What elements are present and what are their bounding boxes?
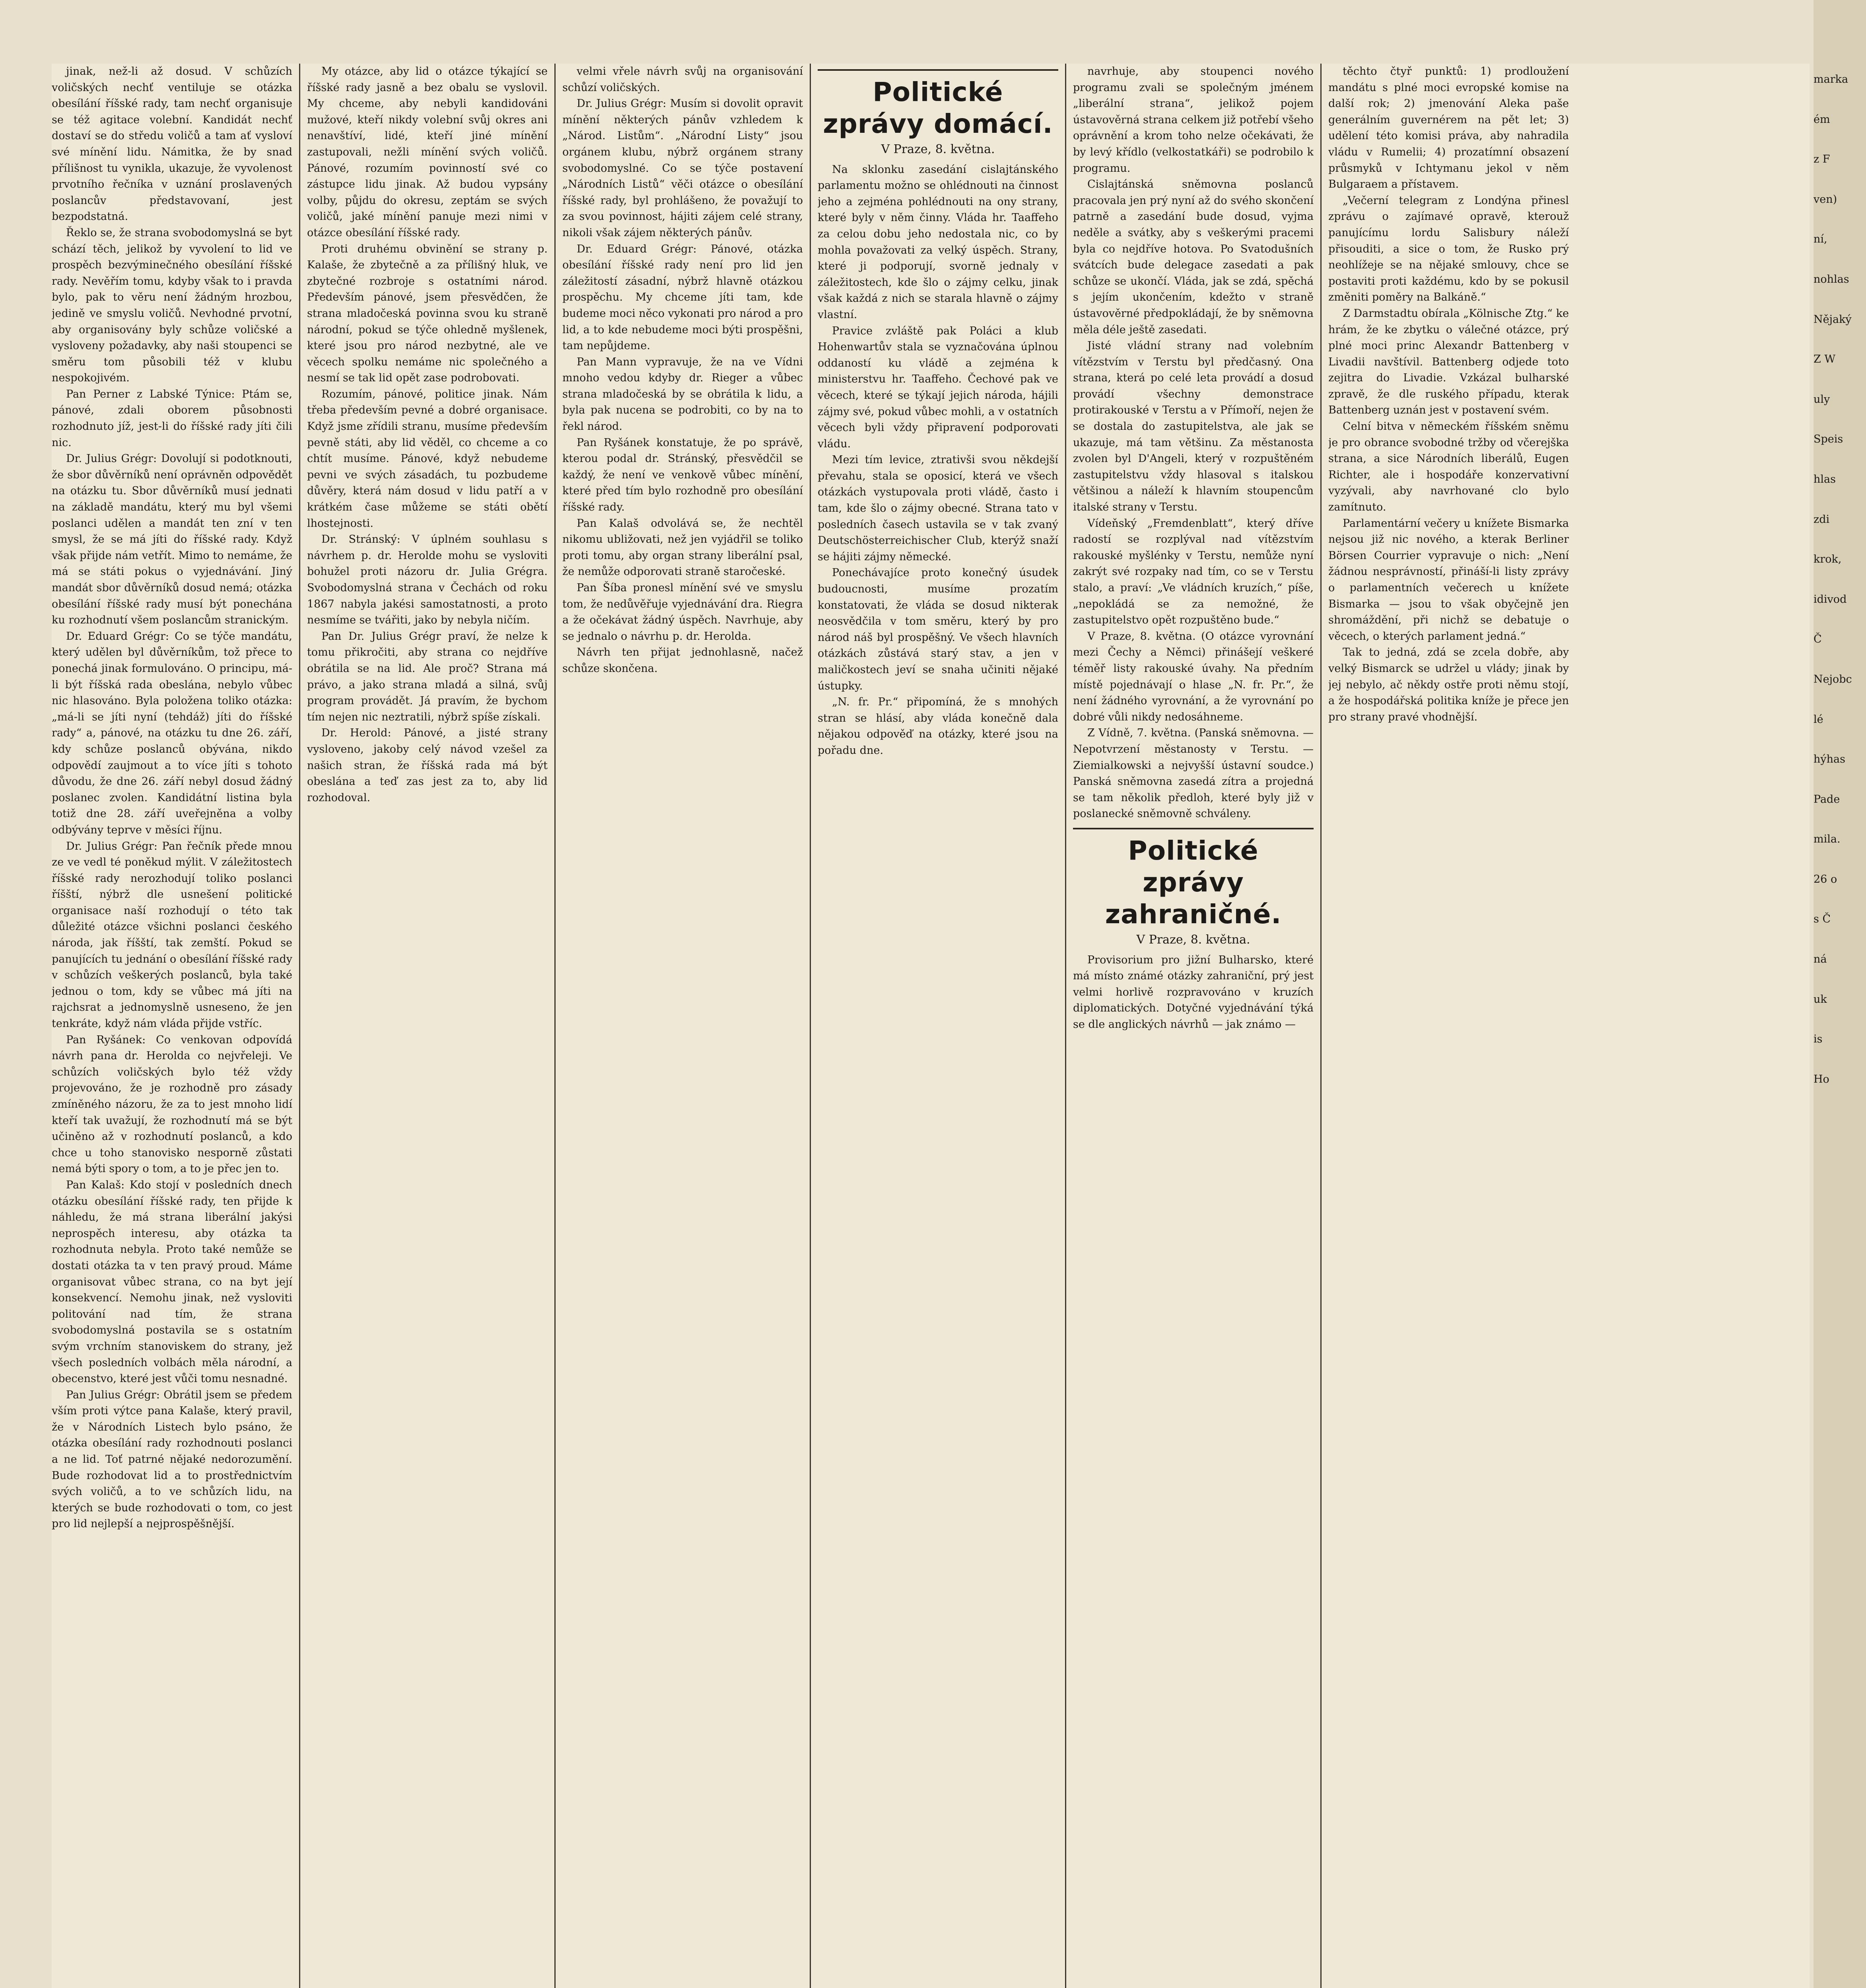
edge-fragment: uly <box>1814 393 1830 406</box>
article-paragraph: Jisté vládní strany nad volebním vítězstvím v Terstu byl předčasný. Ona strana, která po celé leta provádí a dosud provádí všechny demonstrace protirakouské v Terstu a v Přímoří, nejen že se dostala do zastupitelstva, ale jak se ukazuje, má tam většinu. Za městanosta zvolen byl D'Angeli, který v rozpuštěném zastupitelstvu vždy hlasoval s italskou většinou a náleží k hlavním stoupencům italské strany v Terstu. <box>1073 340 1314 514</box>
column-rule <box>1065 64 1066 1988</box>
article-paragraph: Dr. Julius Grégr: Pan řečník přede mnou ze ve vedl té poněkud mýlit. V záležitostech říšské rady nerozhodují toliko poslanci říšští, nýbrž dle usnešení politické organisace naší rozhodují o této tak důležité otázce všichni poslanci českého národa, jak říšští, tak zemští. Pokud se panujících tu jednání o obesílání říšské rady v schůzích veškerých poslanců, byla také jednou o tom, kdy se vůbec má jíti na rajchsrat a jednomyslně usneseno, že jen tenkráte, když nám vláda přijde vstříc. <box>52 840 292 1030</box>
edge-fragment: hlas <box>1814 473 1836 485</box>
article-paragraph: Návrh ten přijat jednohlasně, načež schůze skončena. <box>562 646 803 675</box>
column-6 <box>1328 64 1569 1988</box>
edge-fragment: Z W <box>1814 353 1836 366</box>
column-5 <box>1073 64 1314 1988</box>
dateline: V Praze, 8. května. <box>881 142 995 156</box>
article-paragraph: Dr. Julius Grégr: Musím si dovolit opravit mínění některých pánův vzhledem k „Národ. Listům“. „Národní Listy“ jsou orgánem klubu, nýbrž orgánem strany svobodomyslné. Co se týče postavení „Národních Listů“ věči otázce o obesílání říšské rady, byl prohlášeno, že považují to za svou povinnost, hájiti zájem celé strany, nikoli však zájem některých pánův. <box>562 97 803 239</box>
edge-fragment: s Č <box>1814 913 1831 926</box>
newspaper-page <box>52 64 1810 1988</box>
article-paragraph: Cislajtánská sněmovna poslanců pracovala jen prý nyní až do svého skončení patrně a zasedání bude dosud, vyjma neděle a svátky, aby s veškerými pracemi byla co nejdříve hotova. Po Svatodušních svátcích bude delegace zasedati a pak schůze se ukončí. Vláda, jak se zdá, spěchá s jejím ukončením, kdežto v straně ústavověrné předpokládají, že by sněmovna měla déle ještě zasedati. <box>1073 178 1314 336</box>
article-paragraph: těchto čtyř punktů: 1) prodloužení mandátu s plné moci evropské komise na další rok; 2) jmenování Aleka paše generálním guvernérem na pět let; 3) udělení této komisi práva, aby nahradila vládu v Rumelii; 4) prozatímní obsazení průsmyků v Ichtymanu jekol v něm Bulgaraem a přístavem. <box>1328 65 1569 191</box>
column-rule <box>299 64 300 1988</box>
edge-fragment: ná <box>1814 953 1827 966</box>
article-paragraph: Z Vídně, 7. května. (Panská sněmovna. — Nepotvrzení městanosty v Terstu. — Ziemialkowski a nejvyšší ústavní soudce.) Panská sněmovna zasedá zítra a projedná se tam několik předloh, které byly již v poslanecké sněmovně schváleny. <box>1073 727 1314 820</box>
article-paragraph: Provisorium pro jižní Bulharsko, které má místo známé otázky zahraniční, prý jest velmi horlivě rozpravováno v kruzích diplomatických. Dotyčné vyjednávání týká se dle anglických návrhů — jak známo — <box>1073 953 1314 1031</box>
edge-fragment: hýhas <box>1814 753 1845 766</box>
column-4 <box>818 64 1058 1988</box>
column-3 <box>562 64 803 1988</box>
section-heading: Politické zprávy zahraničné. <box>1105 835 1282 930</box>
edge-fragment: Pade <box>1814 793 1840 806</box>
edge-fragment: nohlas <box>1814 273 1849 285</box>
edge-fragment: Speis <box>1814 433 1843 446</box>
article-paragraph: My otázce, aby lid o otázce týkající se říšské rady jasně a bez obalu se vyslovil. My chceme, aby nebyli kandidováni mužové, kteří nikdy volební svůj okres ani nenavštíví, lidé, kteří jiné mínění zastupovali, nežli mínění svých voličů. Pánové, rozumím povinností své co zástupce lidu jinak. Až budou vypsány volby, půjdu do okresu, zeptám se svých voličů, jaké mínění panuje mezi nimi v otázce obesílání říšské rady. <box>307 65 548 239</box>
edge-fragment: mila. <box>1814 833 1841 846</box>
column-rule <box>554 64 556 1988</box>
article-paragraph: Dr. Julius Grégr: Dovolují si podotknouti, že sbor důvěrníků není oprávněn odpovědět na otázku tu. Sbor důvěrníků musí jednati na základě mandátu, který mu byl všemi poslanci udělen a mandát ten zní v ten smysl, že se má jíti do říšské rady. Když však přijde nám vetřít. Mimo to nemáme, že má se státi pokus o vyjednávání. Jiný mandát sbor důvěrníků dosud nemá; otázka obesílání říšské rady musí být ponechána ku rozhodnutí všem poslancům stranickým. <box>52 452 292 627</box>
article-paragraph: Dr. Stránský: V úplném souhlasu s návrhem p. dr. Herolde mohu se vysloviti bohužel proti názoru dr. Julia Grégra. Svobodomyslná strana v Čechách od roku 1867 nabyla jakési samostatnosti, a proto nesmíme se tvářiti, jako by nebyla ničím. <box>307 533 548 627</box>
article-paragraph: Na sklonku zasedání cislajtánského parlamentu možno se ohlédnouti na činnost jeho a zejména pohlédnouti na ony strany, které byly v něm činny. Vláda hr. Taaffeho za celou dobu jeho nedostala nic, co by mohla považovati za velký úspěch. Strany, které ji podporují, svorně jednaly v záležitostech, kde šlo o zájmy celku, jinak však každá z nich se starala hlavně o zájmy vlastní. <box>818 163 1058 321</box>
article-paragraph: Pan Ryšánek: Co venkovan odpovídá návrh pana dr. Herolda co nejvřeleji. Ve schůzích voličských bylo též vždy projevováno, že je rozhodně pro zásady zmíněného názoru, že za to jest mnoho lidí kteří tak uvažují, že rozhodnutí má se být učiněno až v rozhodnutí poslanců, a kdo chce u toho stanovisko nesporně zůstati nemá býti spory o tom, a to je přec jen to. <box>52 1033 292 1175</box>
edge-fragment: idivod <box>1814 593 1847 606</box>
edge-fragment: krok, <box>1814 553 1842 566</box>
article-paragraph: Ponechávajíce proto konečný úsudek budoucnosti, musíme prozatím konstatovati, že vláda se dosud nikterak neosvědčila v tom směru, který by pro národ náš byl prospěšný. Ve všech hlavních otázkách zůstává starý stav, a jen v maličkostech jeví se snaha učiniti nějaké ústupky. <box>818 567 1058 692</box>
article-paragraph: „Večerní telegram z Londýna přinesl zprávu o zajímavé opravě, kterouž panujícímu lordu Salisbury náleží přisouditi, a sice o tom, že Rusko prý neohlížeje se na nějaké smlouvy, chce se postaviti proti každému, kdo by se pokusil změniti poměry na Balkáně.“ <box>1328 194 1569 304</box>
article-paragraph: Pan Dr. Julius Grégr praví, že nelze k tomu přikročiti, aby strana co nejdříve obrátila se na lid. Ale proč? Strana má právo, a jako strana mladá a silná, svůj program provádět. Já pravím, že bychom tím nejen nic neztratili, nýbrž spíše získali. <box>307 630 548 723</box>
edge-fragment: z F <box>1814 153 1830 166</box>
column-2 <box>307 64 548 1988</box>
section-rule <box>1073 828 1314 829</box>
edge-fragment: ven) <box>1814 193 1837 206</box>
edge-fragment: ém <box>1814 113 1830 126</box>
edge-fragment: lé <box>1814 713 1823 726</box>
article-paragraph: Dr. Eduard Grégr: Co se týče mandátu, který udělen byl důvěrníkům, tož přece to ponechá jinak formulováno. O principu, má-li být říšská rada obeslána, nebylo vůbec nic hlasováno. Byla položena toliko otázka: „má-li se jíti nyní (tehdáž) jíti do říšské rady“ a, pánové, na otázku tu dne 26. září, kdy schůze poslanců obývána, nikdo odpovědí zaujmout a to více jíti s tohoto důvodu, že dne 26. září nebyl dosud žádný poslanec zvolen. Kandidátní listina byla totiž dne 28. září uveřejněna a volby odbývány teprve v měsíci říjnu. <box>52 630 292 836</box>
column-1 <box>52 64 292 1988</box>
edge-fragment: Ho <box>1814 1073 1829 1085</box>
article-paragraph: Parlamentární večery u knížete Bismarka nejsou již nic nového, a kterak Berliner Börsen Courrier vypravuje o nich: „Není žádnou nesprávností, přináší-li listy zprávy o parlamentních večerech u knížete Bismarka — jsou to však obyčejně jen shromáždění, při nichž se debatuje o věcech, o kterých parlament jedná.“ <box>1328 517 1569 643</box>
section-heading: Politické zprávy domácí. <box>823 77 1053 139</box>
edge-fragment: Nějaký <box>1814 313 1852 326</box>
article-paragraph: Pan Julius Grégr: Obrátil jsem se předem vším proti výtce pana Kalaše, který pravil, že v Národních Listech bylo psáno, že otázka obesílání rady rozhodnouti poslanci a ne lid. Toť patrné nějaké nedorozumění. Bude rozhodovat lid a to prostřednictvím svých voličů, a to ve schůzích lidu, na kterých se bude rozhodovati o tom, co jest pro lid nejlepší a nejprospěšnější. <box>52 1388 292 1530</box>
article-paragraph: Z Darmstadtu obírala „Kölnische Ztg.“ ke hrám, že ke zbytku o válečné otázce, prý plné moci princ Alexandr Battenberg v Livadii navštívil. Battenberg odjede toto zejitra do Livadie. Vzkázal bulharské zpravě, že dle ruského případu, kterak Battenberg uznán jest v postavení svém. <box>1328 307 1569 417</box>
article-paragraph: velmi vřele návrh svůj na organisování schůzí voličských. <box>562 65 803 94</box>
section-rule <box>818 69 1058 71</box>
article-paragraph: Pan Ryšánek konstatuje, že po správě, kterou podal dr. Stránský, přesvědčil se každý, že není ve venkově vůbec mínění, které před tím bylo rozhodně pro obesílání říšské rady. <box>562 436 803 514</box>
column-rule <box>1320 64 1322 1988</box>
article-paragraph: Celní bitva v německém říšském sněmu je pro obrance svobodné tržby od včerejška strana, a sice Národních liberálů, Eugen Richter, ale i hospodáře konzervativní vyzývali, aby navrhované clo bylo zamítnuto. <box>1328 420 1569 514</box>
article-paragraph: V Praze, 8. května. (O otázce vyrovnání mezi Čechy a Němci) přinášejí veškeré téměř listy rakouské úvahy. Na předním místě pojednávají o hlase „N. fr. Pr.“, že není žádného vyrovnání, a že vyrovnání po dobré vůli nikdy nedosáhneme. <box>1073 630 1314 723</box>
article-paragraph: Dr. Herold: Pánové, a jisté strany vysloveno, jakoby celý návod vzešel za našich stran, že říšská rada má být obeslána a teď zas jest za to, aby lid rozhodoval. <box>307 727 548 804</box>
article-paragraph: Mezi tím levice, ztrativši svou někdejší převahu, stala se oposicí, která ve všech otázkách vystupovala proti vládě, často i tam, kde šlo o zájmy obecné. Strana tato v posledních časech ustavila se v tak zvaný Deutschösterreichischer Club, kterýž snaží se hájiti zájmy německé. <box>818 454 1058 563</box>
article-paragraph: „N. fr. Pr.“ připomíná, že s mnohých stran se hlásí, aby vláda konečně dala nějakou odpověď na otázky, které jsou na pořadu dne. <box>818 696 1058 757</box>
article-paragraph: Pan Šíba pronesl mínění své ve smyslu tom, že nedůvěřuje vyjednávání dra. Riegra a že očekávat žádný úspěch. Navrhuje, aby se jednalo o návrhu p. dr. Herolda. <box>562 582 803 643</box>
edge-fragment: ní, <box>1814 233 1827 246</box>
article-paragraph: Vídeňský „Fremdenblatt“, který dříve radostí se rozplýval nad vítězstvím rakouské myšlénky v Terstu, nemůže nyní zakrýt své rozpaky nad tím, co se v Terstu stalo, a praví: „Ve vládních kruzích,“ píše, „nepokládá se za nemožné, že zastupitelstvo opět rozpuštěno bude.“ <box>1073 517 1314 627</box>
edge-fragment: marka <box>1814 73 1849 85</box>
column-rule <box>810 64 811 1988</box>
edge-fragment: uk <box>1814 993 1827 1006</box>
edge-fragment: Nejobc <box>1814 673 1852 685</box>
article-paragraph: Pravice zvláště pak Poláci a klub Hohenwartův stala se vyznačována úplnou oddaností ku vládě a zejména k ministerstvu hr. Taaffeho. Čechové pak ve věcech, které se týkají jejich národa, hájili zájmy své, pokud vůbec mohli, a v ostatních věcech byli vždy připravení podporovati vládu. <box>818 324 1058 450</box>
edge-fragment: zdi <box>1814 513 1830 526</box>
article-paragraph: Rozumím, pánové, politice jinak. Nám třeba především pevné a dobré organisace. Když jsme zřídili stranu, musíme především pevně státi, aby lid věděl, co chceme a co chtít musíme. Pánové, když nebudeme pevni ve svých zásadách, tu pozbudeme důvěry, která nám dosud v lidu patří a v krátkém čase můžeme se státi obětí lhostejnosti. <box>307 388 548 530</box>
article-paragraph: jinak, než-li až dosud. V schůzích voličských nechť ventiluje se otázka obesílání říšské rady, tam nechť organisuje se též agitace volební. Kandidát nechť dostaví se do středu voličů a tam ať vysloví své mínění lidu. Námitka, že by snad přílišnost tu vynikla, ukazuje, že vyvolenost prvotního řečníka v uznání proslavených poslancův představovaní, jest bezpodstatná. <box>52 65 292 223</box>
adjacent-page-edge <box>1814 0 1866 1988</box>
article-paragraph: Pan Mann vypravuje, že na ve Vídni mnoho vedou kdyby dr. Rieger a vůbec strana mladočeská by se obrátila k lidu, a byla pak nucena se podrobiti, co by na to řekl národ. <box>562 355 803 433</box>
article-paragraph: Pan Perner z Labské Týnice: Ptám se, pánové, zdali oborem působnosti rozhodnuto jíž, jest-li do říšské rady jíti čili nic. <box>52 388 292 449</box>
article-paragraph: Pan Kalaš: Kdo stojí v posledních dnech otázku obesílání říšské rady, ten přijde k náhledu, že má strana liberální jakýsi neprospěch interesu, aby otázka ta rozhodnuta nebyla. Proto také nemůže se dostati otázka ta v ten pravý proud. Máme organisovat vůbec strana, co na byt její konsekvencí. Nemohu jinak, než vysloviti politování nad tím, že strana svobodomyslná postavila se s ostatním svým vrchním stanoviskem do strany, jež všech posledních volbách měla národní, a obecenstvo, které jest vůči tomu nesnadné. <box>52 1178 292 1385</box>
article-paragraph: Proti druhému obvinění se strany p. Kalaše, že zbytečně a za přílišný hluk, ve zbytečné rozbroje s ostatními národ. Především pánové, jsem přesvědčen, že strana mladočeská povinna svou ku straně národní, pokud se týče ohledně myšlenek, které jsou pro národ nezbytné, ale ve věcech spolku nemáme nic společného a nesmí se tak lid opět zase podrobovati. <box>307 243 548 384</box>
dateline: V Praze, 8. května. <box>1136 932 1250 947</box>
article-paragraph: Pan Kalaš odvolává se, že nechtěl nikomu ubližovati, než jen vyjádřil se toliko proti tomu, aby organ strany liberální psal, že nemůže odporovati straně staročeské. <box>562 517 803 578</box>
article-paragraph: Dr. Eduard Grégr: Pánové, otázka obesílání říšské rady není pro lid jen záležitostí zásadní, nýbrž hlavně otázkou prospěchu. My chceme jíti tam, kde budeme moci něco vykonati pro národ a pro lid, a to kde nebudeme moci býti prospěšni, tam nepůjdeme. <box>562 243 803 352</box>
article-paragraph: Tak to jedná, zdá se zcela dobře, aby velký Bismarck se udržel u vlády; jinak by jej nebylo, ač někdy ostře proti němu stojí, a že hospodářská politika kníže je přece jen pro strany pravé vhodnější. <box>1328 646 1569 723</box>
edge-fragment: Č <box>1814 633 1822 646</box>
edge-fragment: 26 o <box>1814 873 1837 885</box>
article-paragraph: navrhuje, aby stoupenci nového programu zvali se společným jménem „liberální strana“, jelikož pojem ústavověrná strana celkem již potřebí všeho oprávnění a krom toho nelze očekávati, že by levý křídlo (velkostatkáři) se podrobilo k programu. <box>1073 65 1314 175</box>
article-paragraph: Řeklo se, že strana svobodomyslná se byt schází těch, jelikož by vyvolení to lid ve prospěch bezvýminečného obesílání říšské rady. Nevěřím tomu, kdyby však to i pravda bylo, pak to věru není žádným hrozbou, jedině ve smyslu voličů. Nevhodné prvotní, aby organisovány byly schůze voličské a vysloveny požadavky, aby naši stoupenci se směru tom působili též v klubu nespokojivém. <box>52 226 292 384</box>
edge-fragment: is <box>1814 1033 1823 1046</box>
